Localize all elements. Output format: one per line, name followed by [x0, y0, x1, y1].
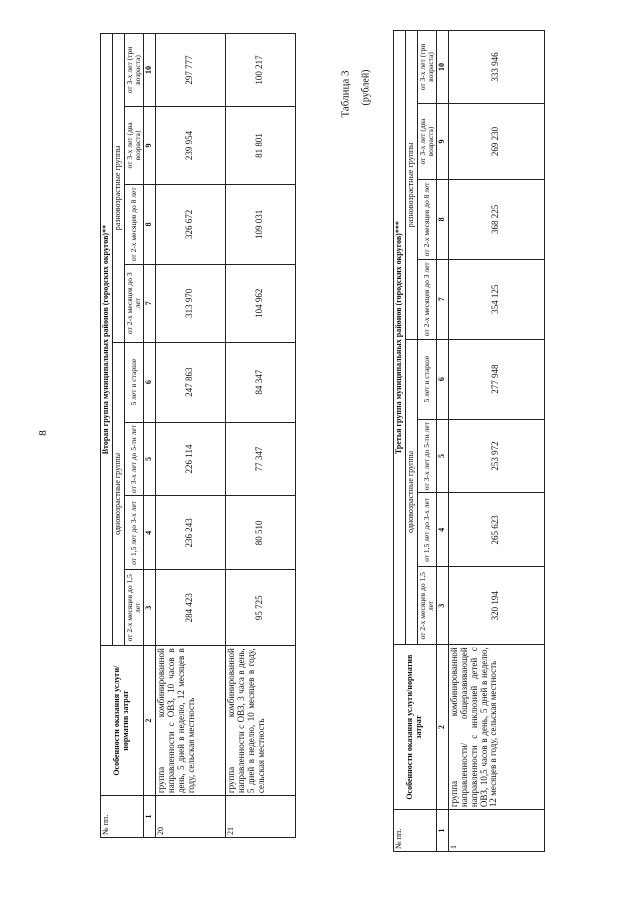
page-number: 8 — [36, 430, 49, 436]
index-cell: 9 — [437, 104, 449, 180]
row-no: 21 — [225, 796, 295, 838]
table-row — [155, 34, 225, 838]
age-header: 5 лет и старше — [417, 339, 437, 419]
age-header: от 3-х лет (три возраста) — [124, 34, 144, 107]
value-cell: 77 347 — [225, 422, 295, 496]
row-desc: группа комбинированной направленности с ОВЗ, 3 часа в день, 5 дней в неделю, 10 месяцев в году, сельская местность — [225, 646, 295, 796]
value-cell: 81 801 — [225, 106, 295, 184]
age-header: от 2-х месяцев до 1,5 лет — [417, 567, 437, 645]
age-header: от 2-х месяцев до 1,5 лет — [124, 570, 144, 646]
value-cell: 368 225 — [448, 179, 544, 259]
age-header: от 3-х лет до 5-ти лет — [124, 422, 144, 496]
table-row — [448, 31, 544, 852]
value-cell: 269 230 — [448, 104, 544, 180]
multi-age-header: разновозрастные группы — [112, 34, 124, 343]
table-top — [100, 33, 296, 838]
value-cell: 100 217 — [225, 34, 295, 107]
index-cell: 10 — [437, 31, 449, 104]
age-header: от 1,5 лет до 3-х лет — [417, 493, 437, 567]
index-cell: 8 — [437, 179, 449, 259]
single-age-header: одновозрастные группы — [405, 339, 417, 645]
age-header: от 3-х лет (два возраста) — [417, 104, 437, 180]
value-cell: 84 347 — [225, 342, 295, 422]
table-bottom — [393, 30, 545, 852]
row-no: 20 — [155, 796, 225, 838]
col-no-header: № пп. — [394, 810, 437, 852]
index-cell: 6 — [144, 342, 156, 422]
age-header: от 2-х месяцев до 3 лет — [417, 259, 437, 339]
value-cell: 284 423 — [155, 570, 225, 646]
index-cell: 6 — [437, 339, 449, 419]
value-cell: 109 031 — [225, 184, 295, 264]
value-cell: 80 510 — [225, 496, 295, 570]
value-cell: 354 125 — [448, 259, 544, 339]
value-cell: 253 972 — [448, 419, 544, 493]
single-age-header: одновозрастные группы — [112, 342, 124, 646]
value-cell: 236 243 — [155, 496, 225, 570]
index-cell: 2 — [437, 645, 449, 810]
index-cell: 4 — [144, 496, 156, 570]
row-desc: группа комбинированной направленности/ общеразвивающей направленности с инклюзией детей с ОВЗ, 10,5 часов в день, 5 дней в неделю, 12 месяцев в году, сельская местность — [448, 645, 544, 810]
age-header: 5 лет и старше — [124, 342, 144, 422]
index-cell: 1 — [437, 810, 449, 852]
index-row — [144, 34, 156, 838]
index-cell: 9 — [144, 106, 156, 184]
value-cell: 320 194 — [448, 567, 544, 645]
col-features-header: Особенности оказания услуги/норматив затрат — [394, 645, 437, 810]
group-title: Вторая группа муниципальных районов (городских округов)** — [101, 34, 113, 646]
value-cell: 226 114 — [155, 422, 225, 496]
index-row — [437, 31, 449, 852]
value-cell: 104 962 — [225, 264, 295, 342]
index-cell: 2 — [144, 646, 156, 796]
index-cell: 7 — [437, 259, 449, 339]
value-cell: 95 725 — [225, 570, 295, 646]
index-cell: 5 — [144, 422, 156, 496]
value-cell: 326 672 — [155, 184, 225, 264]
table-row — [225, 34, 295, 838]
value-cell: 247 863 — [155, 342, 225, 422]
age-header: от 2-х месяцев до 8 лет — [124, 184, 144, 264]
age-header: от 3-х лет (два возраста) — [124, 106, 144, 184]
table-top-wrapper — [100, 33, 296, 838]
age-header: от 3-х лет (три возраста) — [417, 31, 437, 104]
value-cell: 239 954 — [155, 106, 225, 184]
index-cell: 3 — [144, 570, 156, 646]
table3-unit: (рублей) — [360, 69, 372, 106]
value-cell: 333 946 — [448, 31, 544, 104]
index-cell: 1 — [144, 796, 156, 838]
value-cell: 277 948 — [448, 339, 544, 419]
row-no: 1 — [448, 810, 544, 852]
value-cell: 265 623 — [448, 493, 544, 567]
age-header: от 2-х месяцев до 3 лет — [124, 264, 144, 342]
index-cell: 3 — [437, 567, 449, 645]
index-cell: 5 — [437, 419, 449, 493]
table3-caption: Таблица 3 — [339, 70, 352, 118]
col-no-header: № пп. — [101, 796, 144, 838]
value-cell: 297 777 — [155, 34, 225, 107]
row-desc: группа комбинированной направленности с ОВЗ, 10 часов в день, 5 дней в неделю, 12 месяцев в году, сельская местность — [155, 646, 225, 796]
index-cell: 4 — [437, 493, 449, 567]
multi-age-header: разновозрастные группы — [405, 31, 417, 340]
age-header: от 2-х месяцев до 8 лет — [417, 179, 437, 259]
index-cell: 8 — [144, 184, 156, 264]
col-features-header: Особенности оказания услуги/норматив затрат — [101, 646, 144, 796]
value-cell: 313 970 — [155, 264, 225, 342]
age-header: от 1,5 лет до 3-х лет — [124, 496, 144, 570]
age-header: от 3-х лет до 5-ти лет — [417, 419, 437, 493]
index-cell: 10 — [144, 34, 156, 107]
table-bottom-wrapper — [393, 30, 545, 852]
group-title: Третья группа муниципальных районов (городских округов)*** — [394, 31, 406, 645]
index-cell: 7 — [144, 264, 156, 342]
